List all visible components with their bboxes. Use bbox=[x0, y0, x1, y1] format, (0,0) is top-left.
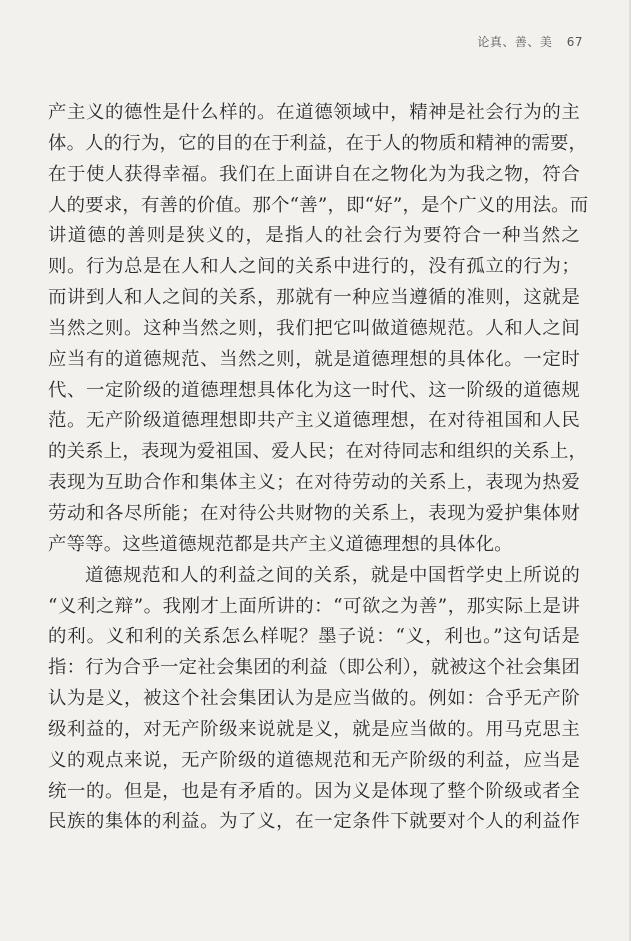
text-line: 认为是义，被这个社会集团认为是应当做的。例如：合乎无产阶 bbox=[48, 688, 580, 710]
running-header bbox=[477, 33, 583, 50]
text-line: 民族的集体的利益。为了义，在一定条件下就要对个人的利益作 bbox=[48, 811, 580, 833]
text-line: 道德规范和人的利益之间的关系，就是中国哲学史上所说的 bbox=[85, 564, 580, 586]
text-line: 讲道德的善则是狭义的，是指人的社会行为要符合一种当然之 bbox=[48, 225, 580, 247]
running-header-title: 论真、善、美 bbox=[477, 35, 553, 49]
text-line: 产等等。这些道德规范都是共产主义道德理想的具体化。 bbox=[48, 533, 513, 555]
text-line: 当然之则。这种当然之则，我们把它叫做道德规范。人和人之间 bbox=[48, 317, 580, 339]
text-line: 人的要求，有善的价值。那个“善”，即“好”，是个广义的用法。而 bbox=[48, 194, 589, 216]
text-line: 则。行为总是在人和人之间的关系中进行的，没有孤立的行为； bbox=[48, 256, 580, 278]
text-line: 体。人的行为，它的目的在于利益，在于人的物质和精神的需要， bbox=[48, 132, 588, 154]
text-line: “义利之辩”。我刚才上面所讲的：“可欲之为善”，那实际上是讲 bbox=[48, 595, 580, 617]
body-text bbox=[48, 98, 589, 838]
text-line: 产主义的德性是什么样的。在道德领域中，精神是社会行为的主 bbox=[48, 102, 580, 123]
text-line: 在于使人获得幸福。我们在上面讲自在之物化为为我之物，符合 bbox=[48, 163, 580, 185]
text-line: 统一的。但是，也是有矛盾的。因为义是体现了整个阶级或者全 bbox=[48, 780, 580, 802]
text-line: 指：行为合乎一定社会集团的利益（即公利），就被这个社会集团 bbox=[48, 657, 580, 679]
text-line: 的利。义和利的关系怎么样呢？墨子说：“义，利也。”这句话是 bbox=[48, 626, 580, 648]
text-line: 应当有的道德规范、当然之则，就是道德理想的具体化。一定时 bbox=[48, 348, 580, 370]
text-line: 劳动和各尽所能；在对待公共财物的关系上，表现为爱护集体财 bbox=[48, 502, 580, 524]
text-line: 代、一定阶级的道德理想具体化为这一时代、这一阶级的道德规 bbox=[48, 379, 580, 401]
text-line: 表现为互助合作和集体主义；在对待劳动的关系上，表现为热爱 bbox=[48, 472, 580, 494]
text-line: 级利益的，对无产阶级来说就是义，就是应当做的。用马克思主 bbox=[48, 718, 580, 740]
text-line: 的关系上，表现为爱祖国、爱人民；在对待同志和组织的关系上， bbox=[48, 441, 588, 463]
page-number: 67 bbox=[566, 35, 583, 49]
text-line: 范。无产阶级道德理想即共产主义道德理想，在对待祖国和人民 bbox=[48, 410, 580, 432]
text-line: 义的观点来说，无产阶级的道德规范和无产阶级的利益，应当是 bbox=[48, 749, 580, 771]
text-line: 而讲到人和人之间的关系，那就有一种应当遵循的准则，这就是 bbox=[48, 287, 580, 309]
